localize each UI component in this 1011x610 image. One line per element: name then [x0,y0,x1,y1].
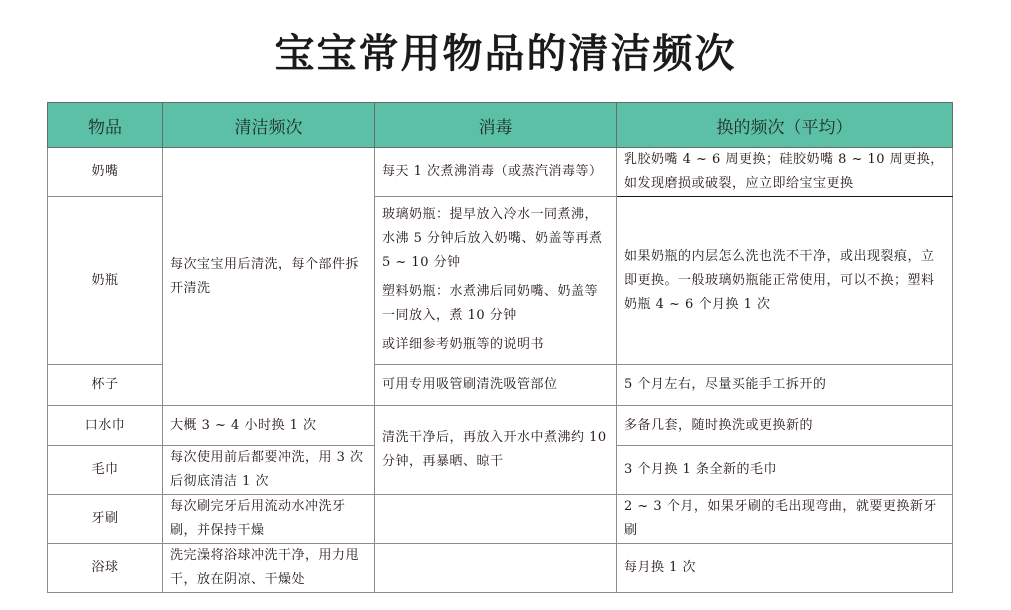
disinfect-cell: 每天 1 次煮沸消毒（或蒸汽消毒等） [375,148,617,197]
clean-cell: 每次使用前后都要冲洗，用 3 次后彻底清洁 1 次 [163,446,375,495]
disinfect-glass-text: 玻璃奶瓶：提早放入冷水一同煮沸，水沸 5 分钟后放入奶嘴、奶盖等再煮 5 ~ 10 分钟 [382,206,603,270]
replace-cell: 多备几套，随时换洗或更换新的 [617,406,953,446]
item-cell: 牙刷 [48,495,163,544]
item-cell: 奶嘴 [48,148,163,197]
table-row-bath-ball [48,544,953,593]
disinfect-cell-empty [375,495,617,544]
replace-cell: 2 ~ 3 个月，如果牙刷的毛出现弯曲，就要更换新牙刷 [617,495,953,544]
cleaning-frequency-table [47,102,953,593]
replace-cell: 3 个月换 1 条全新的毛巾 [617,446,953,495]
clean-cell: 洗完澡将浴球冲洗干净，用力甩干，放在阴凉、干燥处 [163,544,375,593]
table-row-bib [48,406,953,446]
disinfect-cell-empty [375,544,617,593]
clean-cell: 大概 3 ~ 4 小时换 1 次 [163,406,375,446]
page-title: 宝宝常用物品的清洁频次 [274,31,737,77]
replace-cell: 5 个月左右，尽量买能手工拆开的 [617,365,953,406]
header-clean-frequency: 清洁频次 [163,103,375,148]
disinfect-manual-text: 或详细参考奶瓶等的说明书 [382,336,545,352]
replace-cell: 如果奶瓶的内层怎么洗也洗不干净，或出现裂痕，立即更换。一般玻璃奶瓶能正常使用，可以不换；塑料奶瓶 4 ~ 6 个月换 1 次 [617,197,953,365]
clean-cell: 每次刷完牙后用流动水冲洗牙刷，并保持干燥 [163,495,375,544]
item-cell: 毛巾 [48,446,163,495]
item-cell: 口水巾 [48,406,163,446]
item-cell: 浴球 [48,544,163,593]
table-row-nipple [48,148,953,197]
header-disinfect: 消毒 [375,103,617,148]
header-replace-frequency: 换的频次（平均） [617,103,953,148]
replace-cell: 乳胶奶嘴 4 ~ 6 周更换；硅胶奶嘴 8 ~ 10 周更换，如发现磨损或破裂，应立即给宝宝更换 [617,148,953,197]
header-item: 物品 [48,103,163,148]
replace-cell: 每月换 1 次 [617,544,953,593]
shared-clean-cell: 每次宝宝用后清洗，每个部件拆开清洗 [163,148,375,406]
table-row-toothbrush [48,495,953,544]
shared-disinfect-cell: 清洗干净后，再放入开水中煮沸约 10 分钟，再暴晒、晾干 [375,406,617,495]
item-cell: 奶瓶 [48,197,163,365]
disinfect-cell: 可用专用吸管刷清洗吸管部位 [375,365,617,406]
disinfect-plastic-text: 塑料奶瓶：水煮沸后同奶嘴、奶盖等一同放入，煮 10 分钟 [382,283,599,323]
disinfect-cell [375,197,617,365]
table-header-row [48,103,953,148]
item-cell: 杯子 [48,365,163,406]
